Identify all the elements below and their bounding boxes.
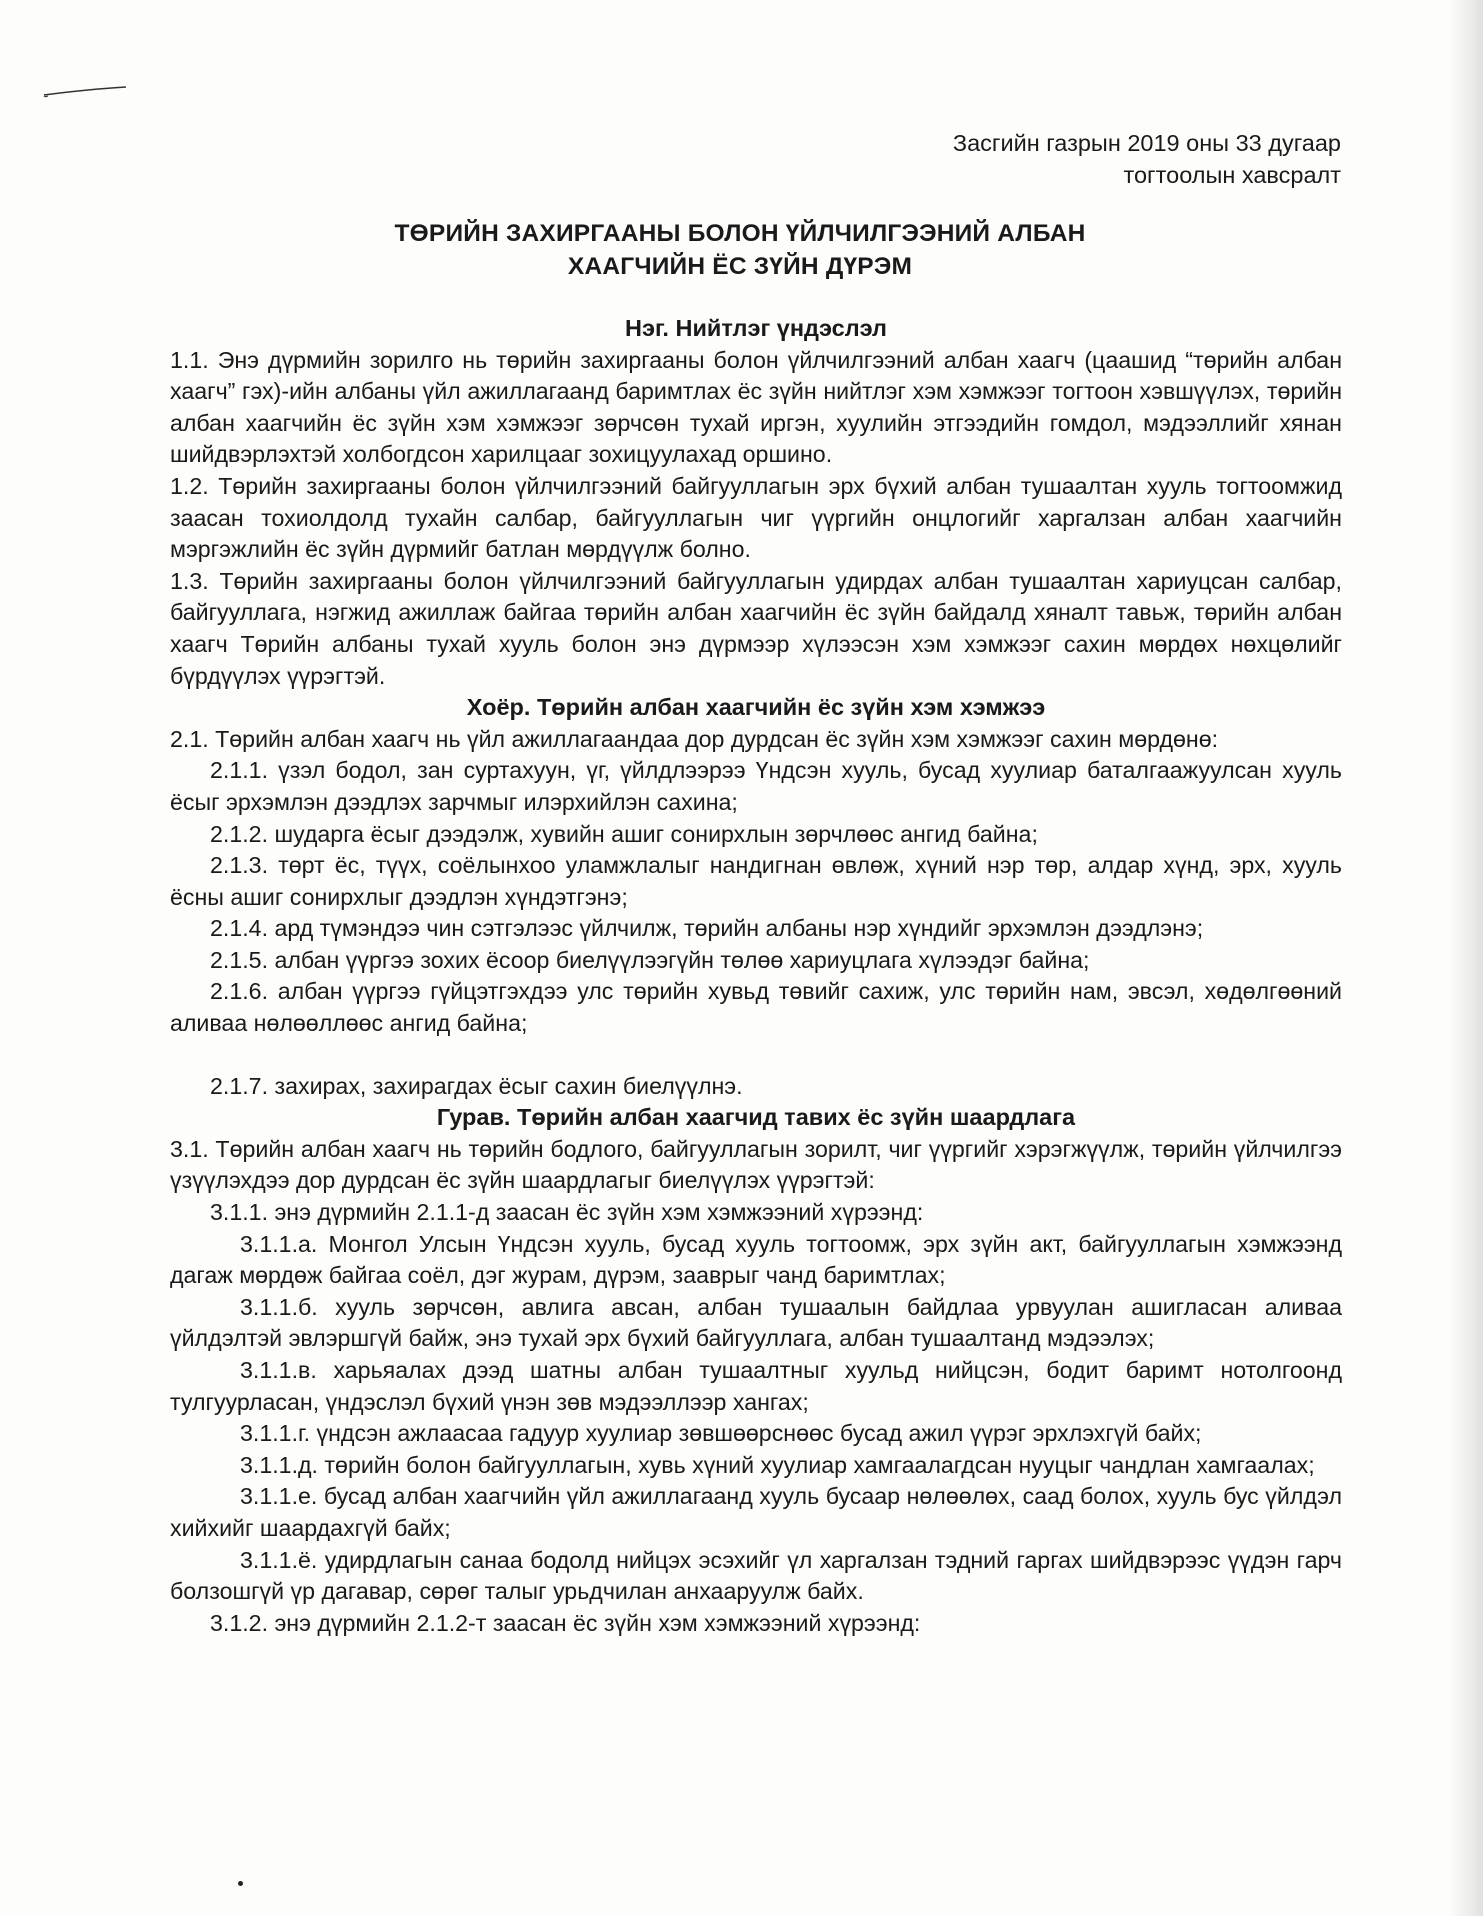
paragraph-2-1-2: 2.1.2. шударга ёсыг дээдэлж, хувийн ашиг сонирхлын зөрчлөөс ангид байна; [210,820,1038,847]
paragraph-1-3: 1.3. Төрийн захиргааны болон үйлчилгээний байгууллагын удирдах албан тушаалтан хариуцсан салбар, байгууллага, нэгжид ажиллаж байгаа төрийн албан хаагчийн ёс зүйн байдалд хяналт тавьж, төрийн албан хаагч Төрийн албаны тухай хууль болон энэ дүрмээр хүлээсэн хэм хэмжээг сахин мөрдөх нөхцөлийг бүрдүүлэх үүрэгтэй. [170,567,1342,689]
paragraph-3-1-1: 3.1.1. энэ дүрмийн 2.1.1-д заасан ёс зүйн хэм хэмжээний хүрээнд: [210,1199,924,1226]
document-title [170,217,1310,283]
paragraph-3-1-1-v: 3.1.1.в. харьяалах дээд шатны албан тушаалтныг хуульд нийцсэн, бодит баримт нотолгоонд тулгуурласан, үндэслэл бүхий үнэн зөв мэдээллээр хангах; [170,1357,1342,1415]
paragraph-1-1: 1.1. Энэ дүрмийн зорилго нь төрийн захиргааны болон үйлчилгээний албан хаагч (цаашид “төрийн албан хаагч” гэх)-ийн албаны үйл ажиллагаанд баримтлах ёс зүйн нийтлэг хэм хэмжээг тогтоон хэвшүүлэх, төрийн албан хаагчийн ёс зүйн хэм хэмжээг зөрчсөн тухай иргэн, хуулийн этгээдийн гомдол, мэдээллийг хянан шийдвэрлэхтэй холбогдсон харилцааг зохицуулахад оршино. [170,346,1342,468]
paragraph-3-1-1-yo: 3.1.1.ё. удирдлагын санаа бодолд нийцэх эсэхийг үл харгалзан тэдний гаргах шийдвэрээс үүдэн гарч болзошгүй үр дагавар, сөрөг талыг урьдчилан анхааруулж байх. [170,1546,1342,1605]
paragraph-1-2: 1.2. Төрийн захиргааны болон үйлчилгээний байгууллагын эрх бүхий албан тушаалтан хууль тогтоомжид заасан тохиолдолд тухайн салбар, байгууллагын чиг үүргийн онцлогийг харгалзан албан хаагчийн мэргэжлийн ёс зүйн дүрмийг батлан мөрдүүлж болно. [170,472,1342,563]
annex-header [821,127,1341,191]
paragraph-3-1-1-b: 3.1.1.б. хууль зөрчсөн, авлига авсан, албан тушаалын байдлаа урвуулан ашигласан аливаа үйлдэлтэй эвлэршгүй байж, энэ тухай эрх бүхий байгууллага, албан тушаалтанд мэдээлэх; [170,1293,1342,1352]
document-title-line-1: ТӨРИЙН ЗАХИРГААНЫ БОЛОН ҮЙЛЧИЛГЭЭНИЙ АЛБАН [394,220,1086,247]
paragraph-2-1-1: 2.1.1. үзэл бодол, зан суртахуун, үг, үйлдлээрээ Үндсэн хууль, бусад хуулиар баталгаажуулсан хууль ёсыг эрхэмлэн дээдлэх зарчмыг илэрхийлэн сахина; [170,757,1342,815]
paragraph-3-1-1-e: 3.1.1.е. бусад албан хаагчийн үйл ажиллагаанд хууль бусаар нөлөөлөх, саад болох, хууль бус үйлдэл хийхийг шаардахгүй байх; [170,1483,1342,1541]
paragraph-2-1-7: 2.1.7. захирах, захирагдах ёсыг сахин биелүүлнэ. [210,1072,743,1099]
section-heading-1: Нэг. Нийтлэг үндэслэл [625,315,887,341]
paragraph-2-1-5: 2.1.5. албан үүргээ зохих ёсоор биелүүлээгүйн төлөө хариуцлага хүлээдэг байна; [210,946,1090,973]
paragraph-2-1: 2.1. Төрийн албан хаагч нь үйл ажиллагаандаа дор дурдсан ёс зүйн хэм хэмжээг сахин мөрдөнө: [170,725,1219,752]
annex-header-line-2: тогтоолын хавсралт [1123,162,1341,188]
paragraph-3-1-1-d: 3.1.1.д. төрийн болон байгууллагын, хувь хүний хуулиар хамгаалагдсан нууцыг чандлан хамгаалах; [240,1451,1315,1478]
paragraph-3-1-2: 3.1.2. энэ дүрмийн 2.1.2-т заасан ёс зүйн хэм хэмжээний хүрээнд: [210,1609,921,1636]
pen-mark [42,84,128,98]
ink-dot [238,1881,243,1886]
section-heading-3: Гурав. Төрийн албан хаагчид тавих ёс зүйн шаардлага [436,1104,1076,1131]
annex-header-line-1: Засгийн газрын 2019 оны 33 дугаар [952,130,1341,156]
paragraph-2-1-6: 2.1.6. албан үүргээ гүйцэтгэхдээ улс төрийн хувьд төвийг сахиж, улс төрийн нам, эвсэл, хөдөлгөөний аливаа нөлөөллөөс ангид байна; [170,978,1342,1037]
document-body [170,313,1342,1639]
paragraph-2-1-3: 2.1.3. төрт ёс, түүх, соёлынхоо уламжлалыг нандигнан өвлөж, хүний нэр төр, алдар хүнд, эрх, хууль ёсны ашиг сонирхлыг дээдлэн хүндэтгэнэ; [170,852,1342,910]
paragraph-3-1-1-g: 3.1.1.г. үндсэн ажлаасаа гадуур хуулиар зөвшөөрснөөс бусад ажил үүрэг эрхлэхгүй байх; [240,1420,1202,1447]
paragraph-3-1: 3.1. Төрийн албан хаагч нь төрийн бодлого, байгууллагын зорилт, чиг үүргийг хэрэгжүүлж, төрийн үйлчилгээ үзүүлэхдээ дор дурдсан ёс зүйн шаардлагыг биелүүлэх үүрэгтэй: [170,1135,1342,1194]
paragraph-3-1-1-a: 3.1.1.а. Монгол Улсын Үндсэн хууль, бусад хууль тогтоомж, эрх зүйн акт, байгууллагын хэмжээнд дагаж мөрдөж байгаа соёл, дэг журам, дүрэм, зааврыг чанд баримтлах; [170,1230,1342,1289]
paragraph-2-1-4: 2.1.4. ард түмэндээ чин сэтгэлээс үйлчилж, төрийн албаны нэр хүндийг эрхэмлэн дээдлэнэ; [210,915,1204,942]
scan-edge-shadow [1449,0,1483,1916]
section-heading-2: Хоёр. Төрийн албан хаагчийн ёс зүйн хэм хэмжээ [466,694,1046,721]
document-title-line-2: ХААГЧИЙН ЁС ЗҮЙН ДҮРЭМ [567,253,913,280]
